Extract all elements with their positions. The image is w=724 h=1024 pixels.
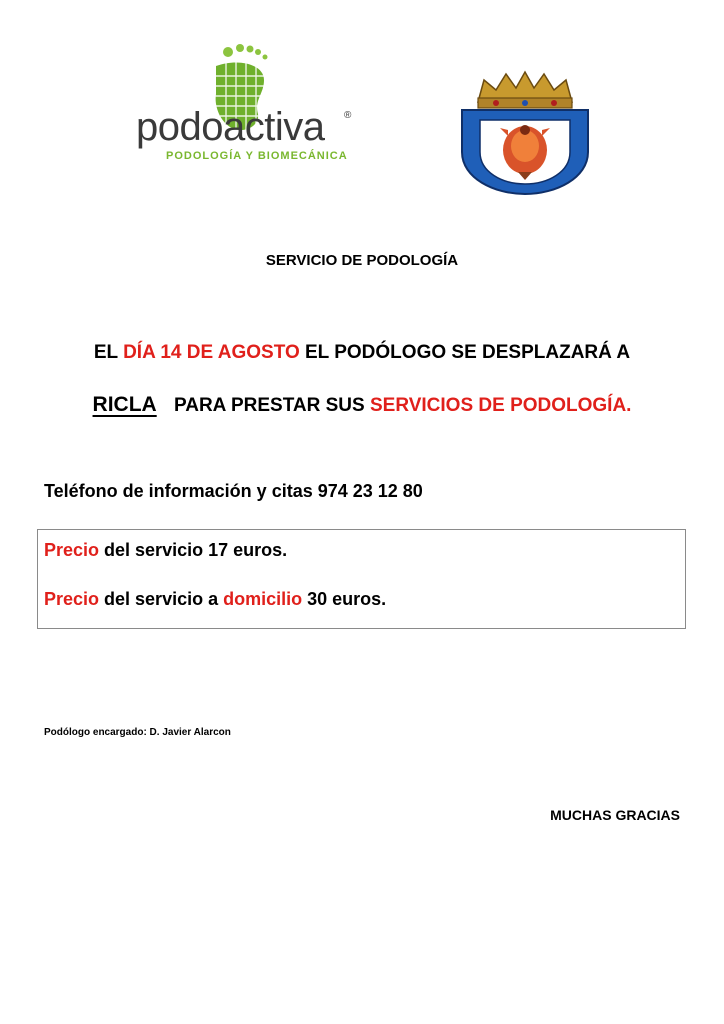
announcement-line-1 [0, 342, 724, 364]
price-line-home [44, 589, 386, 610]
responsible-podiatrist: Podólogo encargado: D. Javier Alarcon [44, 727, 231, 738]
thanks-message: MUCHAS GRACIAS [550, 807, 680, 823]
announcement-date: DÍA 14 DE AGOSTO [123, 342, 300, 363]
price-text: del servicio a [99, 589, 224, 609]
logo-tagline: PODOLOGÍA Y BIOMECÁNICA [166, 150, 348, 162]
announcement-text: EL [93, 342, 124, 363]
price-line-standard [44, 540, 287, 561]
page-title: SERVICIO DE PODOLOGÍA [265, 252, 459, 269]
announcement-service: SERVICIOS DE PODOLOGÍA. [369, 395, 632, 416]
announcement-text: EL PODÓLOGO SE DESPLAZARÁ A [299, 342, 631, 363]
announcement-line-2 [0, 393, 724, 417]
phone-info: Teléfono de información y citas 974 23 12 80 [44, 481, 423, 501]
price-home-highlight: domicilio [223, 589, 303, 609]
price-label: Precio [44, 589, 100, 609]
price-text: del servicio 17 euros. [99, 540, 288, 560]
registered-mark: ® [344, 110, 352, 121]
announcement-text: PARA PRESTAR SUS [168, 395, 370, 416]
announcement-place: RICLA [92, 393, 157, 416]
price-text: 30 euros. [302, 589, 387, 609]
coat-of-arms-icon [456, 68, 594, 198]
logo-wordmark: podoactiva [136, 105, 325, 149]
price-label: Precio [44, 540, 100, 560]
